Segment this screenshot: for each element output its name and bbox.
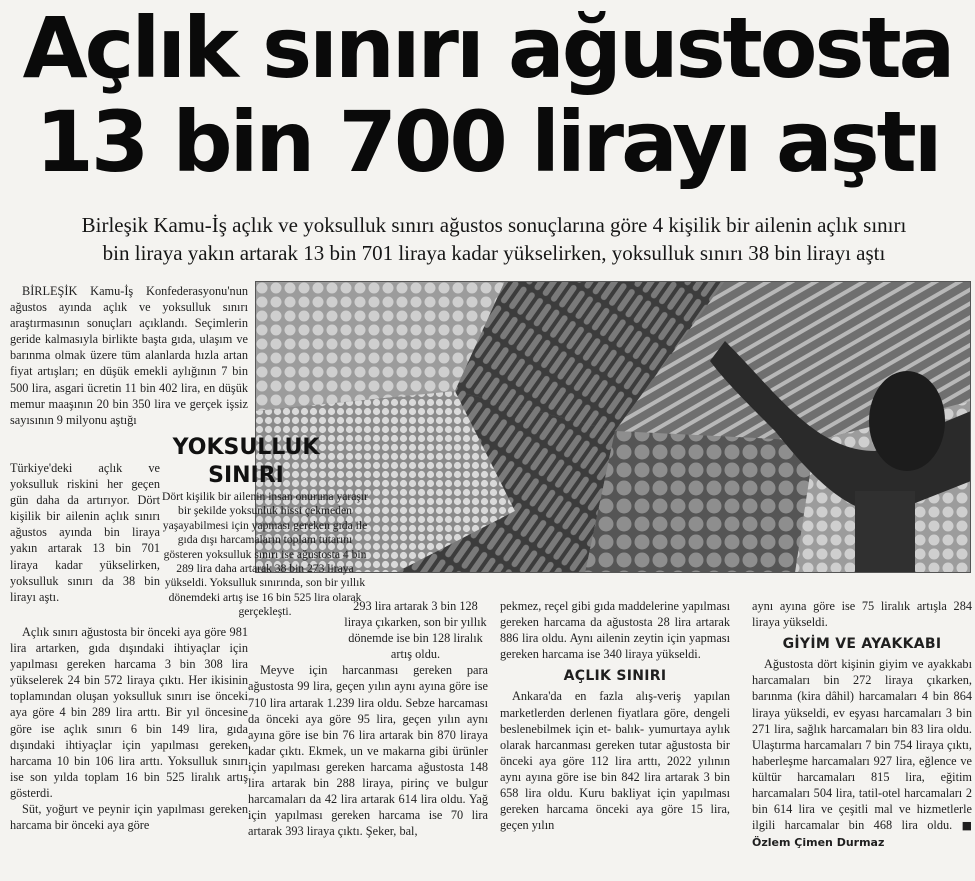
article-paragraph: 293 lira artarak 3 bin 128 liraya çıkarken, son bir yıllık dönemde ise bin 128 liralık artış oldu. (344, 599, 487, 662)
article-paragraph: aynı ayına göre ise 75 liralık artışla 284 liraya yükseldi. (752, 599, 972, 630)
giyim-ve-ayakkabi-subheading: GİYİM VE AYAKKABI (782, 636, 942, 653)
yoksulluk-siniri-heading (155, 434, 337, 490)
article-paragraph: BİRLEŞİK Kamu-İş Konfederasyonu'nun ağustos ayında açlık ve yoksulluk sınırı araştırmasının sonuçları açıklandı. Seçimlerin geride kalmasıyla birlikte başta gıda, ulaşım ve barınma olmak üzere tüm alanlarda hızla artan fiyat artışları; en düşük emekli aylığının 7 bin 500 lira, asgari ücretin 11 bin 402 lira, en düşük memur maaşının 20 bin 350 lira ve gerçek işsiz sayısının 9 milyonu aştığı (10, 284, 248, 427)
article-paragraph-text: Ağustosta dört kişinin giyim ve ayakkabı harcamaları bin 272 liraya çıkarken, barınma (kira dâhil) harcamaları 4 bin 864 liraya yükseldi, ev eşyası harcamaları 3 bin 271 lira, sağlık harcamaları bin 83 lira oldu. Ulaştırma harcamaları 7 bin 754 liraya çıktı, haberleşme harcamaları 927 lira, eğlence ve kültür harcamaları 815 lira, eğitim harcamaları 504 lira, tatil-otel harcamaları 2 bin 614 lira ve çeşitli mal ve hizmetlerle ilgili harcamalar bin 468 lira oldu. (752, 657, 972, 833)
article-paragraph (752, 656, 972, 851)
article-paragraph: Süt, yoğurt ve peynir için yapılması gereken harcama bir önceki aya göre (10, 802, 248, 833)
box-heading-line-1: YOKSULLUK (172, 435, 320, 460)
headline-line-2: 13 bin 700 lirayı aştı (35, 93, 940, 191)
article-column-3 (500, 598, 730, 833)
article-paragraph: pekmez, reçel gibi gıda maddelerine yapılması gereken harcama da ağustosta 28 lira artarak 886 lira oldu. Aynı ailenin zeytin için yapması gereken harcama ise 340 liraya yükseldi. (500, 599, 730, 662)
aclik-siniri-subheading: AÇLIK SINIRI (563, 668, 667, 685)
article-column-1-middle (10, 460, 160, 605)
article-column-1-bottom (10, 624, 248, 833)
article-column-1-top (10, 283, 248, 428)
article-paragraph: Türkiye'deki açlık ve yoksulluk riskini her geçen gün daha da artırıyor. Dört kişilik bir ailenin açlık sınırı ağustos ayında bin liraya yakın artarak 13 bin 701 liraya kadar yükselirken, yoksulluk sınırı da 38 bin lirayı aştı. (10, 461, 160, 604)
deck-line-2: bin liraya yakın artarak 13 bin 701 liraya kadar yükselirken, yoksulluk sınırı 38 bin lirayı aştı (102, 241, 886, 265)
article-column-2 (248, 598, 488, 839)
headline-line-1: Açlık sınırı ağustosta (22, 0, 953, 97)
article-paragraph: Meyve için harcanması gereken para ağustosta 99 lira, geçen yılın aynı ayına göre ise 710 lira artarak 1.239 lira oldu. Sebze harcaması da önceki aya göre 95 lira, geçen yılın aynı ayına göre ise bin 76 lira artarak bin 870 liraya kadar çıktı. Ekmek, un ve makarna gibi ürünler için yapılması gereken harcama ağustosta 148 lira artarak bin 288 liraya, pirinç ve bulgur harcamaları da 42 lira artarak 614 lira oldu. Yağ için yapılması gereken harcama ise 70 lira artarak 393 liraya çıktı. Şeker, bal, (248, 663, 488, 839)
box-heading-line-2: SINIRI (208, 463, 284, 488)
article-paragraph: Ankara'da en fazla alış-veriş yapılan marketlerden derlenen fiyatlara göre, dengeli beslenebilmek için et- balık- yumurtaya aylık olarak harcanması gereken tutar ağustosta bir önceki aya göre 112 lira arttı, 2022 yılının aynı ayına göre ise bin 842 lira artarak 3 bin 658 lira oldu. Kuru bakliyat için yapılması gereken harcama önceki aya göre 15 lira, geçen yılın (500, 689, 730, 833)
deck-line-1: Birleşik Kamu-İş açlık ve yoksulluk sınırı ağustos sonuçlarına göre 4 kişilik bir ailenin açlık sınırı (81, 213, 907, 237)
author-byline: ■ Özlem Çimen Durmaz (752, 819, 972, 850)
article-paragraph: Açlık sınırı ağustosta bir önceki aya göre 981 lira artarken, gıda dışındaki ihtiyaçlar için yapılması gereken harcama 3 bin 308 lira yükselerek 24 bin 572 liraya çıktı. Her ikisinin toplamından oluşan yoksulluk sınırı ise önceki aya göre 4 bin 289 lira arttı. Bir yıl öncesine göre ise açlık sınırı 6 bin 149 lira, gıda dışındaki ihtiyaçlar için yapılması gereken harcama 10 bin 106 lira arttı. Yoksulluk sınırı ise son yılda toplam 16 bin 525 liralık artış gösterdi. (10, 625, 248, 800)
article-column-4 (752, 598, 972, 851)
yoksulluk-siniri-text: Dört kişilik bir ailenin insan onuruna yaraşır bir şekilde yoksunluk hissi çekmeden yaşayabilmesi için yapması gereken gıda ile gıda dışı harcamaların toplam tutarını gösteren yoksulluk sınırı ise ağustosta 4 bin 289 lira daha artarak 38 bin 273 liraya yükseldi. Yoksulluk sınırında, son bir yıllık dönemdeki artış ise 16 bin 525 lira olarak gerçekleşti. (161, 490, 369, 619)
